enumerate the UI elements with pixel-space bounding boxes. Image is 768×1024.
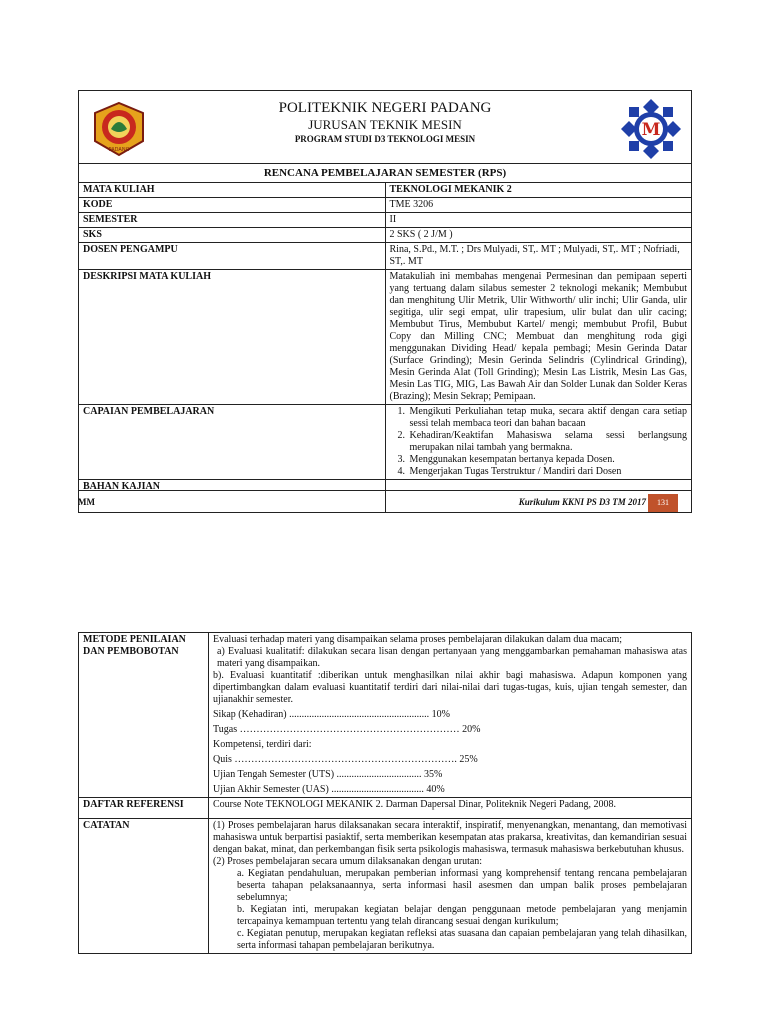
label-capaian: CAPAIAN PEMBELAJARAN [79,405,386,480]
value-mata-kuliah: TEKNOLOGI MEKANIK 2 [385,183,692,198]
row-kode [79,198,692,213]
program-name: PROGRAM STUDI D3 TEKNOLOGI MESIN [294,134,476,144]
row-semester [79,213,692,228]
list-item: 2. Kehadiran/Keaktifan Mahasiswa selama sessi berlangsung merupakan nilai tambah yang bermakna. [408,430,688,454]
label-mata-kuliah: MATA KULIAH [79,183,386,198]
label-referensi: DAFTAR REFERENSI [79,798,209,819]
row-dosen [79,243,692,270]
value-deskripsi: Matakuliah ini membahas mengenai Permesinan dan pemipaan seperti yang tertuang dalam silabus semester 2 teknologi mekanik; Membubut dan menghitung Ulir Metrik, Ulir Withworth/ ulir inchi; Ulir Ganda, ulir segitiga, ulir segi empat, ulir trapesium, ulir bulat dan ulir cacing; Membubut Tirus, Membubut Kartel/ mengi; membubut Profil, Bubut Copy dan Milling CNC; Membuat dan menghitung roda gigi menggunakan Dividing Head/ kepala pembagi; Mesin Gerinda Datar (Surface Grinding); Mesin Gerinda Selindris (Cylindrical Grinding), Mesin Gerinda Alat (Toll Grinding); Mesin Las Listrik, Mesin Las Gas, Mesin Las TIG, MIG, Las Bawah Air dan Solder Lunak dan Solder Keras (Brazing); Mesin Sekrap; Pemipaan. [385,270,692,405]
logo-left-caption: PADANG [108,147,130,153]
polytechnic-logo-icon [91,101,147,157]
catatan-step-b: b. Kegiatan inti, merupakan kegiatan belajar dengan penggunaan metode pembelajaran yang menjamin tercapainya kemampuan tertentu yang telah dirancang sesuai dengan kurikulum; [237,904,687,927]
rps-header-table [78,90,692,513]
row-referensi [79,798,692,819]
weight-uas: Ujian Akhir Semester (UAS) ..................................... 40% [213,784,445,795]
logo-right-letter: M [641,120,661,140]
metode-intro: Evaluasi terhadap materi yang disampaikan selama proses pembelajaran dilakukan dalam dua macam; [213,634,623,645]
weight-uts: Ujian Tengah Semester (UTS) .................................. 35% [213,769,443,780]
value-sks: 2 SKS ( 2 J/M ) [385,228,692,243]
document-title: RENCANA PEMBELAJARAN SEMESTER (RPS) [79,164,692,183]
value-referensi: Course Note TEKNOLOGI MEKANIK 2. Darman Dapersal Dinar, Politeknik Negeri Padang, 2008. [209,798,692,819]
page-footer [78,490,692,507]
footer-left: MM [78,497,95,507]
row-capaian [79,405,692,480]
list-item: 3. Menggunakan kesempatan bertanya kepada Dosen. [408,454,688,466]
catatan-point-2: (2) Proses pembelajaran secara umum dilaksanakan dengan urutan: [213,856,483,867]
weight-tugas: Tugas ………………………………………………………… 20% [213,724,481,735]
row-sks [79,228,692,243]
department-name: JURUSAN TEKNIK MESIN [308,117,462,132]
value-semester: II [385,213,692,228]
label-kode: KODE [79,198,386,213]
value-metode [209,633,692,798]
rps-evaluation-table [78,632,692,954]
value-capaian [385,405,692,480]
value-catatan [209,819,692,954]
catatan-point-1: (1) Proses pembelajaran harus dilaksanakan secara interaktif, inspiratif, menyenangkan, menantang, dan memotivasi mahasiswa untuk berpartisi pasiaktif, serta memberikan kesempatan atas prakarsa, kreativitas, dan kemandirian sesuai dengan bakat, minat, dan perkembangan fisik serta psikologis mahasiswa, termasuk mahasiswa berkebutuhan khusus. [213,820,687,855]
label-bahan: BAHAN KAJIAN [79,480,386,513]
kompetensi-label: Kompetensi, terdiri dari: [213,739,312,750]
label-metode: METODE PENILAIAN DAN PEMBOBOTAN [79,633,209,798]
list-item: 1. Mengikuti Perkuliahan tetap muka, secara aktif dengan cara setiap sessi telah membaca teori dan bahan bacaan [408,406,688,430]
rps-page-2 [78,632,692,954]
department-logo-icon [619,97,683,161]
metode-b: b). Evaluasi kuantitatif :diberikan untuk menghasilkan nilai akhir bagi mahasiswa. Adapun komponen yang dipertimbangkan dalam evaluasi kuantitatif terdiri dari nilai-nilai dari tugas-tugas, kuis, ujian tengah semester, dan ujianakhir semester. [213,670,687,705]
label-dosen: DOSEN PENGAMPU [79,243,386,270]
row-bahan [79,480,692,513]
label-semester: SEMESTER [79,213,386,228]
value-kode: TME 3206 [385,198,692,213]
label-deskripsi: DESKRIPSI MATA KULIAH [79,270,386,405]
list-item: 4. Mengerjakan Tugas Terstruktur / Mandiri dari Dosen [408,466,688,478]
row-mata-kuliah [79,183,692,198]
value-dosen: Rina, S.Pd., M.T. ; Drs Mulyadi, ST,. MT ; Mulyadi, ST,. MT ; Nofriadi, ST,. MT [385,243,692,270]
catatan-step-c: c. Kegiatan penutup, merupakan kegiatan refleksi atas suasana dan capaian pembelajaran yang telah dihasilkan, serta informasi tahapan pembelajaran berikutnya. [237,928,687,951]
value-bahan [385,480,692,513]
row-catatan [79,819,692,954]
row-deskripsi [79,270,692,405]
weight-quis: Quis …………………………………………………………. 25% [213,754,478,765]
label-sks: SKS [79,228,386,243]
metode-a: a) Evaluasi kualitatif: dilakukan secara lisan dengan pertanyaan yang menggambarkan pemahaman mahasiswa atas materi yang disampaikan. [217,646,687,669]
capaian-list [390,406,688,478]
weight-sikap: Sikap (Kehadiran) ........................................................ 10% [213,709,450,720]
institution-header [79,91,692,164]
institution-name: POLITEKNIK NEGERI PADANG [278,100,492,116]
rps-page-1 [78,90,692,513]
page-number-badge: 131 [648,494,678,512]
row-metode [79,633,692,798]
catatan-step-a: a. Kegiatan pendahuluan, merupakan pemberian informasi yang komprehensif tentang rencana pembelajaran beserta tahapan pelaksanaannya, serta informasi hasil asesmen dan umpan balik proses pembelajaran sebelumnya; [237,868,687,903]
label-catatan: CATATAN [79,819,209,954]
footer-curriculum: Kurikulum KKNI PS D3 TM 2017 [518,497,646,507]
